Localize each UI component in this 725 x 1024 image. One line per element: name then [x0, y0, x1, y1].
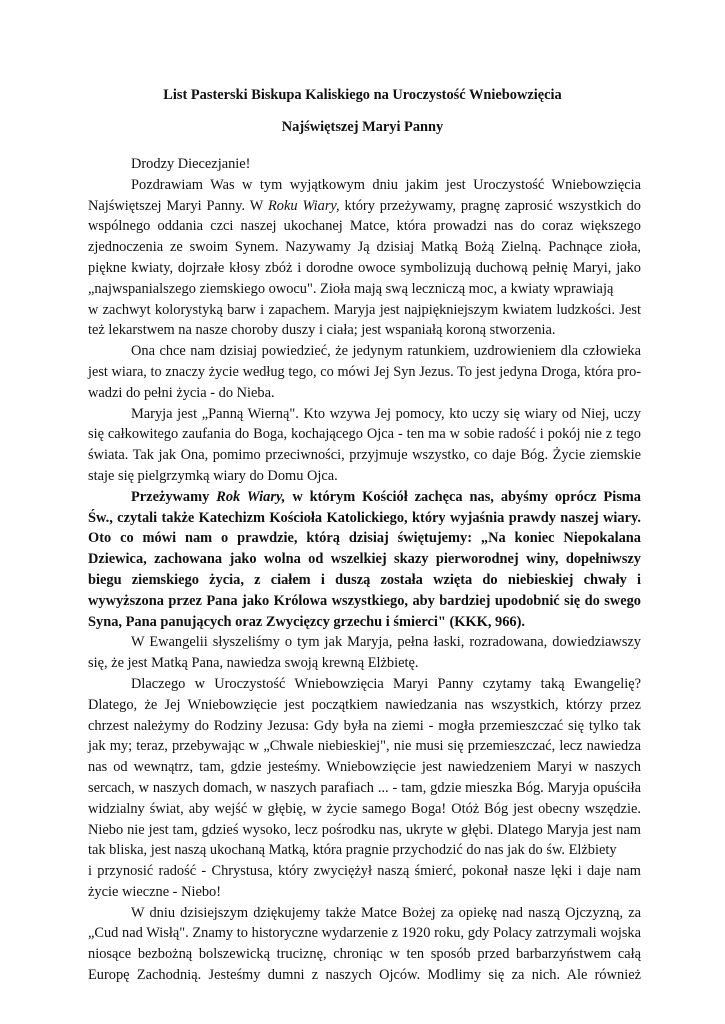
text-line: wspólnego oddania czci naszej ukochanej Matce, która prowadzi nas do coraz większego	[88, 218, 641, 235]
text-line: tak bliska, jest naszą ukochaną Matką, która pragnie przychodzić do nas jak do św. Elżbiety	[88, 842, 617, 859]
text-line-bold: Syna, Pana panujących oraz Zwycięzcy grzechu i śmierci" (KKK, 966).	[88, 613, 525, 630]
text-line: niosące bezbożną bolszewicką truciznę, chroniąc w ten sposób przed barbarzyństwem całą	[88, 946, 641, 963]
document-title-line-2: Najświętszej Maryi Panny	[281, 119, 444, 135]
text-line: Pozdrawiam Was w tym wyjątkowym dniu jakim jest Uroczystość Wniebowzięcia	[131, 176, 641, 193]
text-line: widzialny świat, aby wejść w głębię, w życie samego Boga! Otóż Bóg jest obecny wszędzie.	[88, 800, 641, 817]
text-line: W Ewangelii słyszeliśmy o tym jak Maryja, pełna łaski, rozradowana, dowiedziawszy	[131, 634, 641, 651]
text-line: Dlaczego w Uroczystość Wniebowzięcia Maryi Panny czytamy taką Ewangelię?	[131, 675, 641, 692]
text-line: jak my; teraz, przebywając w „Chwale niebieskiej", nie musi się przemieszczać, lecz nawiedza	[88, 738, 641, 755]
text-line: „najwspanialszego ziemskiego owocu". Zioła mają swą leczniczą moc, a kwiaty wprawiają	[88, 280, 614, 297]
text-line: piękne kwiaty, dojrzałe kłosy zbóż i dorodne owoce symbolizują duchową pełnię Maryi, jako	[88, 259, 641, 276]
text-line: się, że jest Matką Pana, nawiedza swoją krewną Elżbietę.	[88, 655, 419, 672]
document-title-line-1: List Pasterski Biskupa Kaliskiego na Uroczystość Wniebowzięcia	[163, 87, 562, 103]
text-line: nas od wewnątrz, tam, gdzie jesteśmy. Wniebowzięcie jest nawiedzeniem Maryi w naszych	[88, 759, 641, 776]
text-run: Najświętszej Maryi Panny. W	[88, 197, 268, 214]
text-line: zjednoczenia ze swoim Synem. Nazywamy Ją dzisiaj Matką Bożą Zielną. Pachnące zioła,	[88, 239, 641, 256]
text-line-bold: wywyższona przez Pana jako Królowa wszystkiego, aby bardziej upodobnić się do swego	[88, 592, 641, 609]
letter-body	[88, 154, 641, 986]
text-line: Maryja jest „Panną Wierną". Kto wzywa Jej pomocy, kto uczy się wiary od Niej, uczy	[131, 405, 641, 422]
text-line: i przynosić radość - Chrystusa, który zwyciężył naszą śmierć, pokonał nasze lęki i daje nam	[88, 863, 641, 880]
text-line: Niebo nie jest tam, gdzieś wysoko, lecz pośrodku nas, ukryte w głębi. Dlatego Maryja jest nam	[88, 821, 641, 838]
text-line-bold: Św., czytali także Katechizm Kościoła Katolickiego, który wyjaśnia prawdy naszej wiary.	[88, 509, 641, 526]
text-line: W dniu dzisiejszym dziękujemy także Matce Bożej za opiekę nad naszą Ojczyzną, za	[131, 904, 641, 921]
text-line-bold	[88, 487, 641, 508]
text-line: świata. Tak jak Ona, pomimo przeciwności, przyjmuje wszystko, co daje Bóg. Życie ziemskie	[88, 447, 641, 464]
text-line: Ona chce nam dzisiaj powiedzieć, że jedynym ratunkiem, uzdrowieniem dla człowieka	[131, 343, 641, 360]
text-run-italic: Rok Wiary,	[216, 488, 286, 505]
text-line: jest wiara, to znaczy życie według tego, co mówi Jej Syn Jezus. To jest jedyna Droga, która pro-	[88, 363, 641, 380]
text-line: życie wieczne - Niebo!	[88, 883, 222, 900]
text-line: Dlatego, że Jej Wniebowzięcie jest początkiem nawiedzania nas wszystkich, którzy przez	[88, 696, 641, 713]
text-line: też lekarstwem na nasze choroby duszy i ciała; jest wspaniałą koroną stworzenia.	[88, 322, 556, 339]
text-line: sercach, w naszych domach, w naszych parafiach ... - tam, gdzie mieszka Bóg. Maryja opuściła	[88, 779, 641, 796]
text-line: Europę Zachodnią. Jesteśmy dumni z naszych Ojców. Modlimy się za nich. Ale również	[88, 967, 641, 984]
text-line-bold: Oto co mówi nam o prawdzie, którą dzisiaj świętujemy: „Na koniec Niepokalana	[88, 530, 641, 547]
text-line: chrzest należymy do Rodziny Jezusa: Gdy była na ziemi - mogła przemieszczać się tylko tak	[88, 717, 641, 734]
text-run: który przeżywamy, pragnę zaprosić wszystkich do	[339, 197, 642, 214]
salutation: Drodzy Diecezjanie!	[131, 156, 251, 172]
text-line: staje się pielgrzymką wiary do Domu Ojca.	[88, 467, 338, 484]
text-line-bold: Dziewica, zachowana jako wolna od wszelkiej skazy pierworodnej winy, dopełniwszy	[88, 551, 641, 568]
text-line	[88, 196, 641, 217]
text-line: wadzi do pełni życia - do Nieba.	[88, 384, 275, 401]
text-line: „Cud nad Wisłą". Znamy to historyczne wydarzenie z 1920 roku, gdy Polacy zatrzymali wojska	[88, 925, 641, 942]
text-run: w którym Kościół zachęca nas, abyśmy oprócz Pisma	[285, 488, 641, 505]
text-run-italic: Roku Wiary,	[267, 197, 340, 214]
text-line-bold: biegu ziemskiego życia, z ciałem i duszą została wzięta do niebieskiej chwały i	[88, 571, 641, 588]
text-run: Przeżywamy	[131, 488, 217, 505]
text-line: się całkowitego zaufania do Boga, kochającego Ojca - ten ma w sobie radość i pokój nie z tego	[88, 426, 641, 443]
text-line: w zachwyt kolorystyką barw i zapachem. Maryja jest najpiękniejszym kwiatem ludzkości. Jest	[88, 301, 641, 318]
